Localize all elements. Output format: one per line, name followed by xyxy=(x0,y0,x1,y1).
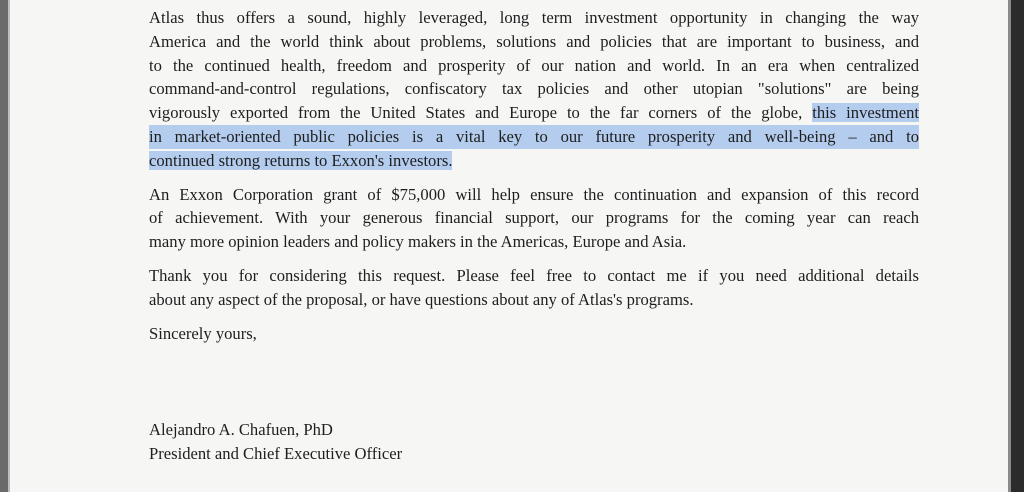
left-border xyxy=(0,0,8,492)
paragraph-thanks[interactable] xyxy=(149,264,919,312)
right-border xyxy=(1011,0,1024,492)
highlighted-text[interactable]: continued strong returns to Exxon's investors. xyxy=(149,150,453,170)
highlighted-text[interactable]: this investment xyxy=(812,103,919,123)
closing[interactable] xyxy=(149,322,919,346)
signer-title[interactable]: President and Chief Executive Officer xyxy=(149,444,403,463)
paragraph-grant[interactable] xyxy=(149,183,919,254)
closing-line[interactable]: Sincerely yours, xyxy=(149,323,257,343)
signature-block[interactable] xyxy=(149,418,402,466)
text-line[interactable]: Thank you for considering this request. Please feel free to contact me if you need additional details xyxy=(149,265,919,285)
text-line[interactable]: many more opinion leaders and policy makers in the Americas, Europe and Asia. xyxy=(149,232,687,252)
text-line[interactable]: about any aspect of the proposal, or have questions about any of Atlas's programs. xyxy=(149,289,694,309)
text-segment[interactable]: vigorously exported from the United States and Europe to the far corners of the globe, xyxy=(149,103,813,123)
text-line[interactable] xyxy=(149,149,919,173)
signer-name[interactable]: Alejandro A. Chafuen, PhD xyxy=(149,420,333,439)
text-line[interactable]: of achievement. With your generous financial support, our programs for the coming year can reach xyxy=(149,208,919,228)
letter-body[interactable] xyxy=(149,6,919,355)
paragraph-investment[interactable] xyxy=(149,6,919,173)
text-line[interactable]: America and the world think about problems, solutions and policies that are important to business, and xyxy=(149,31,919,51)
text-line[interactable]: to the continued health, freedom and prosperity of our nation and world. In an era when centralized xyxy=(149,55,919,75)
highlighted-text[interactable]: in market-oriented public policies is a vital key to our future prosperity and well-being – and to xyxy=(149,125,919,149)
text-line[interactable]: Atlas thus offers a sound, highly leveraged, long term investment opportunity in changing the way xyxy=(149,8,919,27)
text-line[interactable]: An Exxon Corporation grant of $75,000 will help ensure the continuation and expansion of this record xyxy=(149,184,919,204)
text-line[interactable] xyxy=(149,101,919,125)
text-line[interactable]: command-and-control regulations, confiscatory tax policies and other utopian "solutions" are being xyxy=(149,79,919,99)
